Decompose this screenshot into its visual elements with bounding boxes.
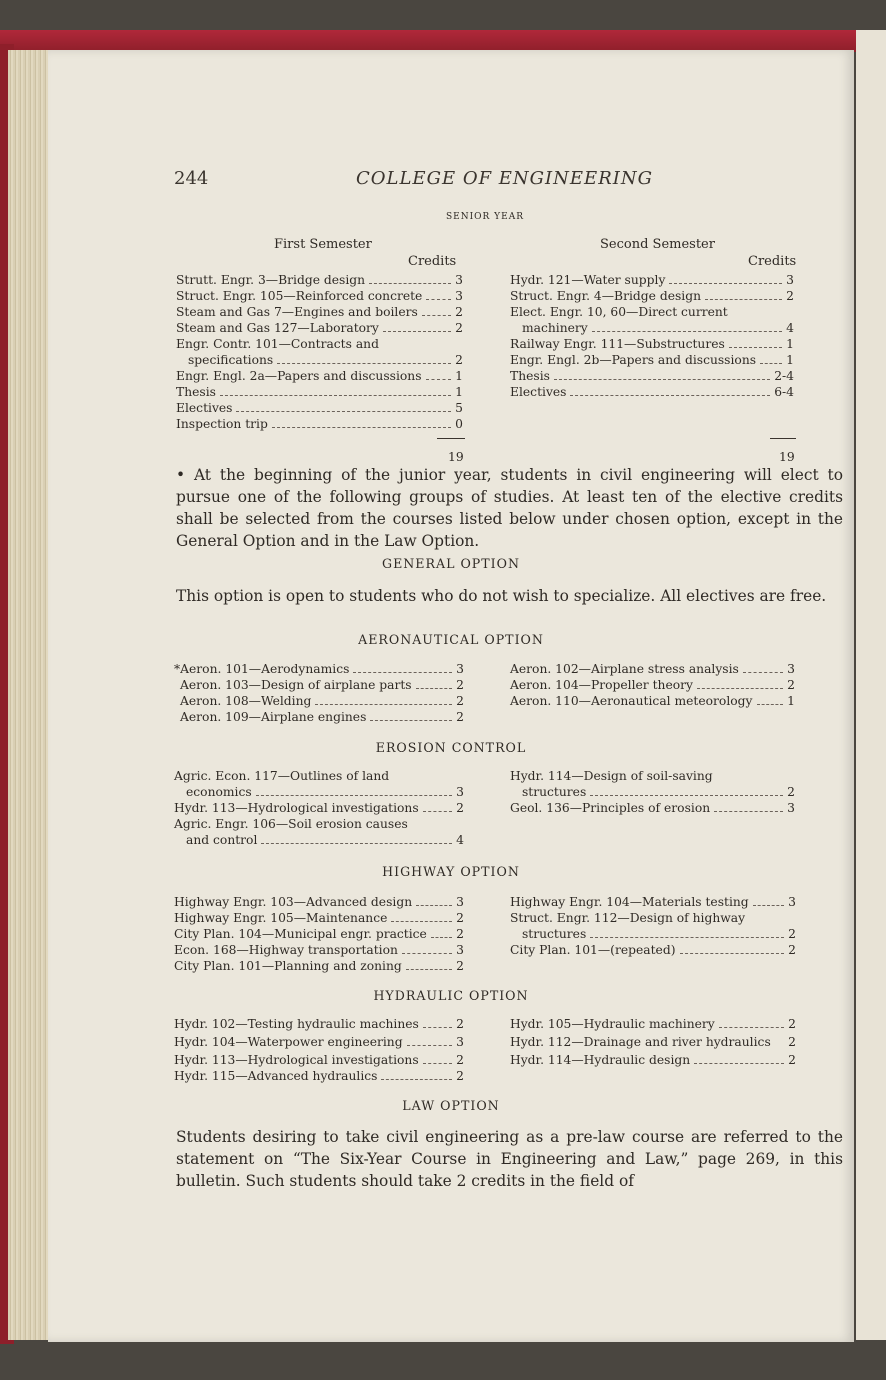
list-item: Electives 5 bbox=[176, 401, 463, 415]
list-item: Inspection trip 0 bbox=[176, 417, 463, 431]
second-total: 19 bbox=[779, 450, 795, 464]
second-semester-title: Second Semester bbox=[600, 237, 715, 252]
first-credits-label: Credits bbox=[408, 254, 457, 269]
list-item: Hydr. 104—Waterpower engineering 3 bbox=[174, 1035, 464, 1049]
list-item: Hydr. 113—Hydrological investigations 2 bbox=[174, 1053, 464, 1067]
list-item: Engr. Contr. 101—Contracts and bbox=[176, 337, 379, 351]
list-item: Hydr. 114—Design of soil-saving bbox=[510, 769, 713, 783]
senior-year-heading: SENIOR YEAR bbox=[446, 212, 524, 222]
list-item: specifications 2 bbox=[188, 353, 463, 367]
adjacent-page-edge bbox=[856, 30, 886, 1340]
book-page bbox=[48, 50, 854, 1342]
list-item: structures 2 bbox=[522, 927, 796, 941]
list-item: Engr. Engl. 2b—Papers and discussions 1 bbox=[510, 353, 794, 367]
list-item: Hydr. 105—Hydraulic machinery 2 bbox=[510, 1017, 796, 1031]
list-item: Agric. Econ. 117—Outlines of land bbox=[174, 769, 390, 783]
list-item: Hydr. 114—Hydraulic design 2 bbox=[510, 1053, 796, 1067]
list-item: Strutt. Engr. 3—Bridge design 3 bbox=[176, 273, 463, 287]
list-item: Agric. Engr. 106—Soil erosion causes bbox=[174, 817, 408, 831]
list-item: Railway Engr. 111—Substructures 1 bbox=[510, 337, 794, 351]
list-item: Econ. 168—Highway transportation 3 bbox=[174, 943, 464, 957]
list-item: City Plan. 104—Municipal engr. practice 2 bbox=[174, 927, 464, 941]
list-item: Highway Engr. 105—Maintenance 2 bbox=[174, 911, 464, 925]
second-credits-label: Credits bbox=[748, 254, 797, 269]
list-item: Steam and Gas 7—Engines and boilers 2 bbox=[176, 305, 463, 319]
list-item: Struct. Engr. 105—Reinforced concrete 3 bbox=[176, 289, 463, 303]
list-item: City Plan. 101—(repeated) 2 bbox=[510, 943, 796, 957]
list-item: Electives 6-4 bbox=[510, 385, 794, 399]
list-item: Hydr. 121—Water supply 3 bbox=[510, 273, 794, 287]
erosion-control-heading: EROSION CONTROL bbox=[375, 740, 527, 755]
list-item: Aeron. 102—Airplane stress analysis 3 bbox=[510, 662, 795, 676]
list-item: machinery 4 bbox=[522, 321, 794, 335]
list-item: Geol. 136—Principles of erosion 3 bbox=[510, 801, 795, 815]
book-cover-top bbox=[0, 30, 886, 52]
total-rule bbox=[770, 438, 796, 439]
list-item: Hydr. 113—Hydrological investigations 2 bbox=[174, 801, 464, 815]
law-option-heading: LAW OPTION bbox=[402, 1098, 500, 1113]
list-item: Hydr. 102—Testing hydraulic machines 2 bbox=[174, 1017, 464, 1031]
highway-option-heading: HIGHWAY OPTION bbox=[382, 864, 520, 879]
list-item: Elect. Engr. 10, 60—Direct current bbox=[510, 305, 728, 319]
list-item: Aeron. 110—Aeronautical meteorology 1 bbox=[510, 694, 795, 708]
total-rule bbox=[437, 438, 465, 439]
page-edges bbox=[8, 50, 50, 1340]
running-title: COLLEGE OF ENGINEERING bbox=[356, 168, 653, 189]
list-item: Struct. Engr. 4—Bridge design 2 bbox=[510, 289, 794, 303]
list-item: Highway Engr. 103—Advanced design 3 bbox=[174, 895, 464, 909]
first-total: 19 bbox=[448, 450, 464, 464]
hydraulic-option-heading: HYDRAULIC OPTION bbox=[373, 988, 529, 1003]
list-item: *Aeron. 101—Aerodynamics 3 bbox=[174, 662, 464, 676]
list-item: Thesis 2-4 bbox=[510, 369, 794, 383]
list-item: and control 4 bbox=[186, 833, 464, 847]
general-option-heading: GENERAL OPTION bbox=[382, 556, 520, 571]
first-semester-title: First Semester bbox=[274, 237, 372, 252]
list-item: structures 2 bbox=[522, 785, 795, 799]
list-item: Hydr. 115—Advanced hydraulics 2 bbox=[174, 1069, 464, 1083]
list-item: Steam and Gas 127—Laboratory 2 bbox=[176, 321, 463, 335]
aeronautical-option-heading: AERONAUTICAL OPTION bbox=[358, 632, 544, 647]
list-item: Highway Engr. 104—Materials testing 3 bbox=[510, 895, 796, 909]
list-item: Thesis 1 bbox=[176, 385, 463, 399]
page-number: 244 bbox=[174, 168, 209, 189]
list-item: Aeron. 109—Airplane engines 2 bbox=[180, 710, 464, 724]
list-item: City Plan. 101—Planning and zoning 2 bbox=[174, 959, 464, 973]
intro-paragraph: • At the beginning of the junior year, students in civil engineering will elect to pursue one of the following groups of studies. At least ten of the elective credits shall be selected from the courses listed below under chosen option, except in the General Option and in the Law Option. bbox=[176, 466, 843, 550]
list-item: Struct. Engr. 112—Design of highway bbox=[510, 911, 746, 925]
list-item: Aeron. 104—Propeller theory 2 bbox=[510, 678, 795, 692]
list-item: Aeron. 103—Design of airplane parts 2 bbox=[180, 678, 464, 692]
law-option-text: Students desiring to take civil engineering as a pre-law course are referred to the statement on “The Six-Year Course in Engineering and Law,” page 269, in this bulletin. Such students should take 2 credits in the field of bbox=[176, 1128, 843, 1190]
list-item: Hydr. 112—Drainage and river hydraulics 2 bbox=[510, 1035, 796, 1049]
list-item: economics 3 bbox=[186, 785, 464, 799]
general-option-text: This option is open to students who do not wish to specialize. All electives are free. bbox=[176, 587, 827, 605]
list-item: Engr. Engl. 2a—Papers and discussions 1 bbox=[176, 369, 463, 383]
list-item: Aeron. 108—Welding 2 bbox=[180, 694, 464, 708]
